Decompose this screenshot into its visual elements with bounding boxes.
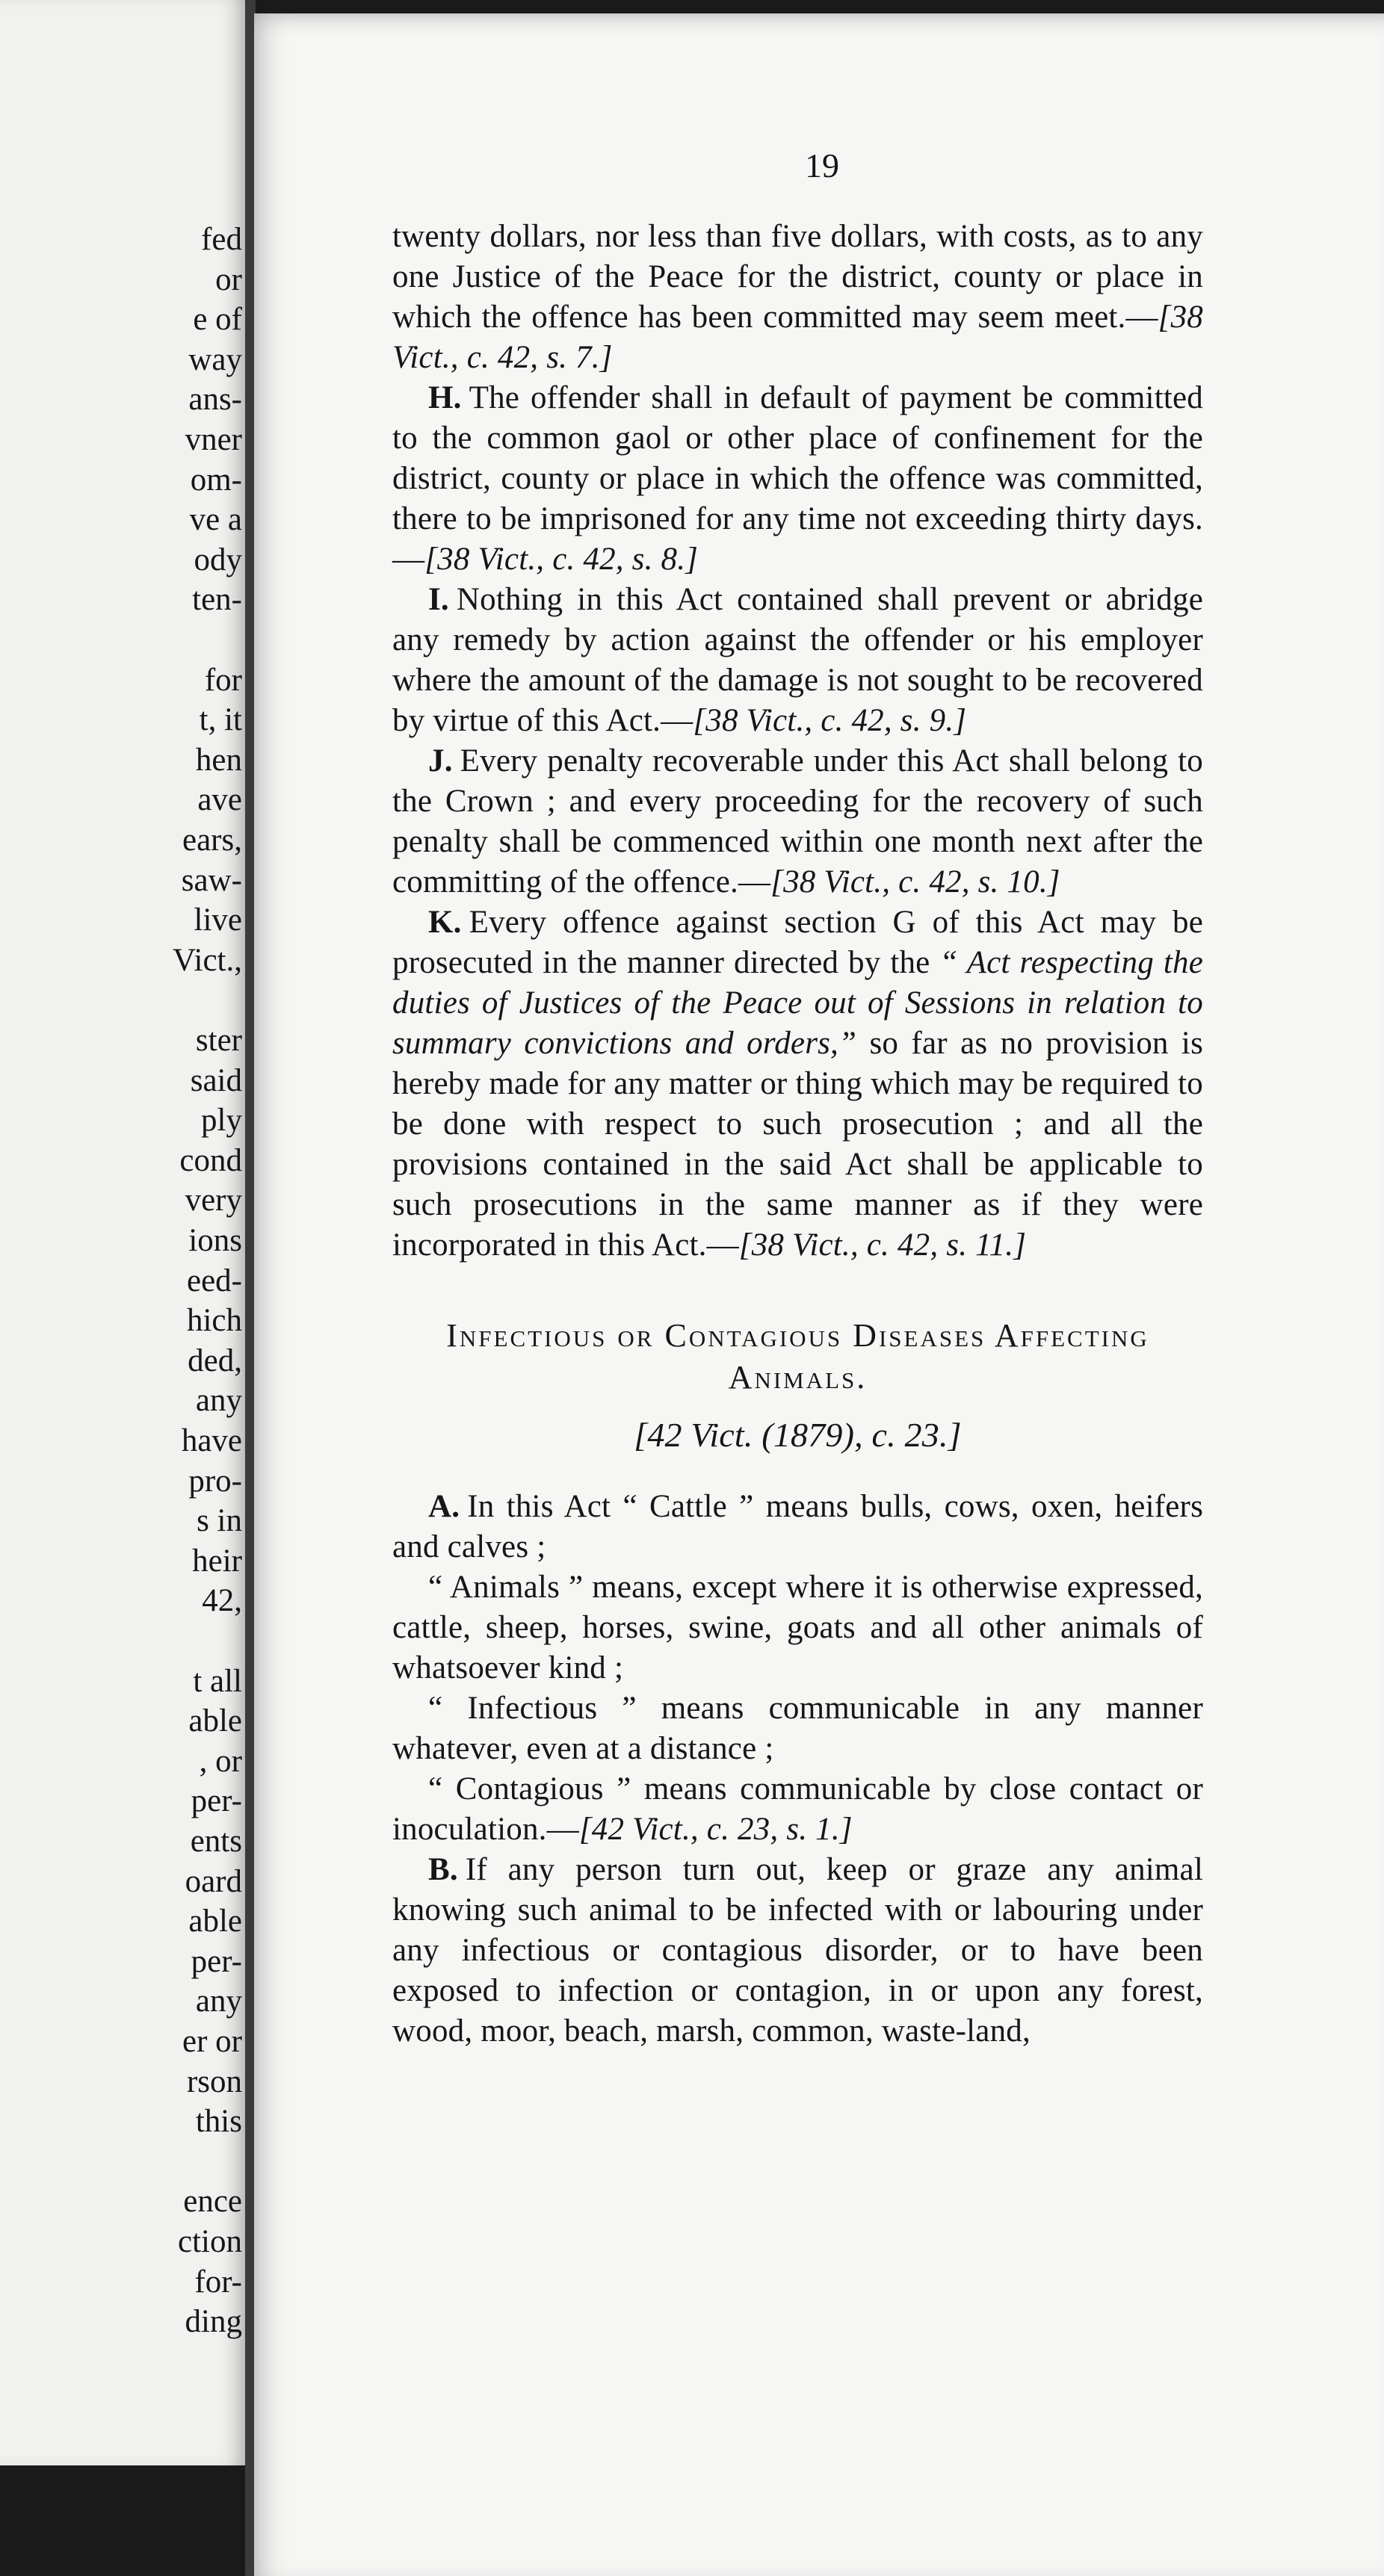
- left-page-fragment: ence: [183, 2184, 242, 2220]
- left-page-fragment: hich: [186, 1303, 242, 1339]
- citation: [42 Vict., c. 23, s. 1.]: [578, 1812, 853, 1847]
- left-page-fragment: s in: [197, 1503, 242, 1539]
- left-page-fragment: this: [195, 2104, 242, 2140]
- citation: [38 Vict., c. 42, s. 11.]: [738, 1227, 1027, 1263]
- left-page-fragment: e of: [193, 302, 242, 338]
- section-letter: I.: [428, 582, 449, 617]
- left-page-fragment: ster: [195, 1023, 242, 1058]
- section-letter: K.: [428, 905, 462, 940]
- citation: [38 Vict., c. 42, s. 7.]: [392, 300, 1203, 375]
- section-text: In this Act “ Cattle ” means bulls, cows, oxen, heifers and calves ;: [392, 1489, 1203, 1564]
- left-page-fragment: or: [215, 261, 242, 297]
- left-page-fragment: ction: [178, 2224, 242, 2259]
- chapter-heading: Infectious or Contagious Diseases Affecting Animals.: [446, 1317, 1149, 1396]
- citation: [38 Vict., c. 42, s. 9.]: [693, 703, 967, 738]
- left-page-fragment: pro-: [188, 1463, 242, 1499]
- left-page-fragment: any: [195, 1984, 242, 2019]
- section-text: Nothing in this Act contained shall prevent or abridge any remedy by action against the offender or his employer where the amount of the damage is not sought to be recovered by virtue of this Act.—: [392, 582, 1203, 738]
- definition-text: “ Contagious ” means communicable by close contact or inoculation.—: [392, 1771, 1203, 1847]
- definition-animals: [392, 1567, 1203, 1688]
- left-page-fragment: fed: [201, 222, 242, 257]
- left-page-fragment: 42,: [202, 1583, 242, 1619]
- section-text: The offender shall in default of payment be committed to the common gaol or other place of confinement for the district, county or place in which the offence was committed, there to be imprisoned for any time not exceeding thirty days.—: [392, 380, 1203, 577]
- left-page: [0, 0, 250, 2465]
- definition-infectious: [392, 1688, 1203, 1769]
- page-number: 19: [805, 146, 839, 185]
- left-page-fragment: way: [188, 341, 242, 377]
- section-b: [392, 1850, 1203, 2052]
- definition-text: “ Animals ” means, except where it is otherwise expressed, cattle, sheep, horses, swine, goats and all other animals of whatsoever kind ;: [392, 1570, 1203, 1685]
- left-page-fragment: for-: [194, 2264, 242, 2300]
- left-page-fragment: oard: [185, 1863, 242, 1899]
- left-page-fragment: ents: [190, 1824, 242, 1859]
- definition-contagious: [392, 1769, 1203, 1850]
- section-i: [392, 580, 1203, 741]
- left-page-fragment: om-: [190, 462, 242, 498]
- left-page-fragment: live: [194, 902, 242, 938]
- left-page-fragment: cond: [179, 1142, 242, 1178]
- left-page-fragment: ave: [197, 782, 242, 818]
- left-page-fragment: hen: [195, 742, 242, 778]
- left-page-fragment: able: [188, 1904, 242, 1939]
- section-letter: A.: [428, 1489, 460, 1524]
- page-text: [392, 217, 1203, 2052]
- section-text: Every offence against section G of this Act may be prosecuted in the manner directed by the: [392, 905, 1203, 980]
- section-j: [392, 741, 1203, 902]
- section-letter: H.: [428, 380, 462, 415]
- left-page-fragment: able: [188, 1703, 242, 1739]
- left-page-fragment: ve a: [189, 502, 242, 538]
- left-page-fragment: ions: [188, 1223, 242, 1258]
- left-page-fragment: rson: [186, 2063, 242, 2099]
- left-page-fragment: ply: [201, 1103, 242, 1139]
- section-k: [392, 902, 1203, 1266]
- act-title: “ Act respecting the duties of Justices of the Peace out of Sessions in relation to summary convictions and orders,”: [392, 945, 1204, 1061]
- left-page-fragment: ears,: [182, 823, 242, 858]
- left-page-fragment: per-: [191, 1943, 242, 1979]
- left-page-fragment: per-: [191, 1783, 242, 1819]
- definition-text: “ Infectious ” means communicable in any manner whatever, even at a distance ;: [392, 1691, 1203, 1766]
- left-page-fragment: er or: [182, 2024, 242, 2059]
- continued-paragraph: [392, 217, 1203, 378]
- citation: [38 Vict., c. 42, s. 10.]: [770, 864, 1060, 900]
- left-page-fragment: eed-: [187, 1263, 242, 1298]
- left-page-fragment: for: [204, 662, 242, 698]
- left-page-fragment: heir: [192, 1543, 242, 1579]
- left-page-fragment: , or: [199, 1743, 242, 1779]
- section-text: Every penalty recoverable under this Act shall belong to the Crown ; and every proceeding for the recovery of such penalty shall be commenced within one month next after the committing of the offence.—: [392, 743, 1203, 900]
- left-page-fragment: Vict.,: [173, 942, 242, 978]
- section-letter: J.: [428, 743, 453, 778]
- left-page-fragment: very: [185, 1183, 242, 1219]
- left-page-fragment: t, it: [199, 702, 242, 738]
- section-h: [392, 378, 1203, 580]
- left-page-fragment: any: [195, 1383, 242, 1419]
- paragraph-text: twenty dollars, nor less than five dollars, with costs, as to any one Justice of the Peace for the district, county or place in which the offence has been committed may seem meet.—: [392, 219, 1203, 335]
- left-page-fragment: ding: [185, 2304, 242, 2340]
- section-text: If any person turn out, keep or graze any animal knowing such animal to be infected with or labouring under any infectious or contagious disorder, or to have been exposed to infection or contagion, in or upon any forest, wood, moor, beach, marsh, common, waste-land,: [392, 1852, 1203, 2049]
- left-page-fragment: ody: [194, 542, 242, 578]
- left-page-fragment: t all: [193, 1663, 242, 1699]
- section-letter: B.: [428, 1852, 458, 1887]
- left-page-fragment: saw-: [181, 862, 242, 898]
- left-page-fragment: ded,: [188, 1343, 242, 1378]
- left-page-fragment: ans-: [188, 382, 242, 418]
- section-text-continued: so far as no provision is hereby made for any matter or thing which may be required to be done with respect to such prosecution ; and all the provisions contained in the said Act shall be applicable to such prosecutions in the same manner as if they were incorporated in this Act.—: [392, 1026, 1204, 1263]
- left-page-fragment: have: [181, 1423, 242, 1458]
- left-page-fragment: vner: [185, 422, 242, 457]
- citation: [38 Vict., c. 42, s. 8.]: [424, 542, 699, 577]
- section-a: [392, 1487, 1203, 1567]
- chapter-citation: [42 Vict. (1879), c. 23.]: [634, 1416, 962, 1454]
- left-page-fragment: said: [190, 1062, 242, 1098]
- left-page-fragment: ten-: [192, 582, 242, 618]
